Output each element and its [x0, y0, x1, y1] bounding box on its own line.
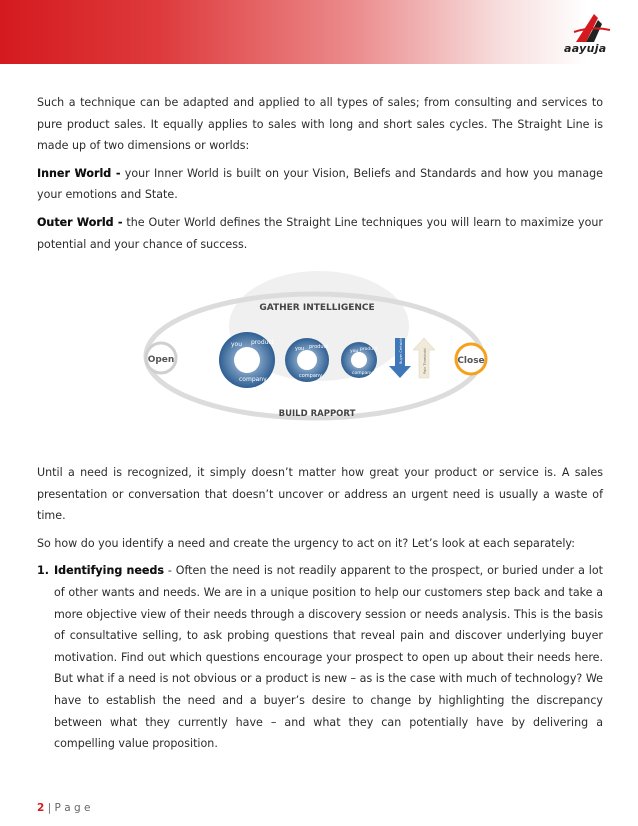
page-word: P a g e: [54, 802, 91, 814]
cycle-large-you: you: [231, 341, 243, 348]
cycle-large-company: company: [239, 376, 267, 383]
body-text: [37, 92, 603, 261]
outer-world-paragraph: [37, 212, 603, 255]
cycle-medium-company: company: [299, 373, 323, 379]
body-text-lower: [37, 462, 603, 755]
arrow-up-label: Pain Threshold: [423, 348, 427, 374]
logo-mark-icon: [572, 12, 612, 44]
list-item: [37, 560, 603, 754]
cycle-medium: [285, 338, 329, 382]
intro-paragraph: Such a technique can be adapted and applied to all types of sales; from consulting and services to pure product sales. It equally applies to sales with long and short sales cycles. The Straight Line is made up of two dimensions or worlds:: [37, 96, 603, 153]
list-item-text: [54, 560, 603, 754]
cycle-medium-you: you: [295, 346, 305, 352]
arrow-down-label: Buyer Certainty: [399, 336, 403, 364]
identifying-needs-text: - Often the need is not readily apparent to the prospect, or buried under a lot of other wants and needs. We are in a unique position to help our customers step back and take a more objective view of their needs through a discovery session or needs analysis. This is the basis of consultative selling, to ask probing questions that reveal pain and discover underlying buyer motivation. Find out which questions encourage your prospect to open up about their needs here. But what if a need is not obvious or a product is new – as is the case with much of technology? We have to establish the need and a buyer’s desire to change by highlighting the discrepancy between what they currently have – and what they can potentially have by delivering a compelling value proposition.: [54, 564, 603, 751]
build-rapport-label: BUILD RAPPORT: [278, 409, 356, 419]
cycle-small: [341, 342, 378, 378]
logo-text: aayuja: [564, 42, 607, 55]
how-paragraph: So how do you identify a need and create the urgency to act on it? Let’s look at each separately:: [37, 536, 575, 550]
cycle-small-you: you: [350, 349, 359, 354]
cycle-large-product: product: [251, 339, 275, 346]
cycle-large: [219, 332, 275, 388]
open-label: Open: [147, 355, 175, 365]
page-footer: [37, 802, 90, 814]
identifying-needs-term: Identifying needs: [54, 564, 164, 578]
header-banner: [0, 0, 638, 64]
inner-world-paragraph: [37, 163, 603, 206]
close-label: Close: [457, 356, 485, 366]
gather-intelligence-label: GATHER INTELLIGENCE: [259, 303, 375, 313]
outer-world-term: Outer World -: [37, 215, 123, 229]
inner-world-text: your Inner World is built on your Vision, Beliefs and Standards and how you manage your emotions and State.: [37, 166, 603, 202]
outer-world-text: the Outer World defines the Straight Line techniques you will learn to maximize your potential and your chance of success.: [37, 215, 603, 251]
cycle-small-product: product: [360, 347, 378, 352]
inner-world-term: Inner World -: [37, 166, 121, 180]
cycle-medium-product: product: [309, 344, 329, 350]
company-logo: [558, 12, 618, 58]
straight-line-diagram: [139, 266, 489, 426]
page-number: 2: [37, 802, 45, 814]
cycle-small-company: company: [352, 371, 373, 376]
need-paragraph: Until a need is recognized, it simply doesn’t matter how great your product or service is. A sales presentation or conversation that doesn’t uncover or address an urgent need is usually a waste of time.: [37, 466, 603, 523]
list-number: 1.: [37, 564, 49, 578]
footer-separator: |: [44, 802, 55, 814]
